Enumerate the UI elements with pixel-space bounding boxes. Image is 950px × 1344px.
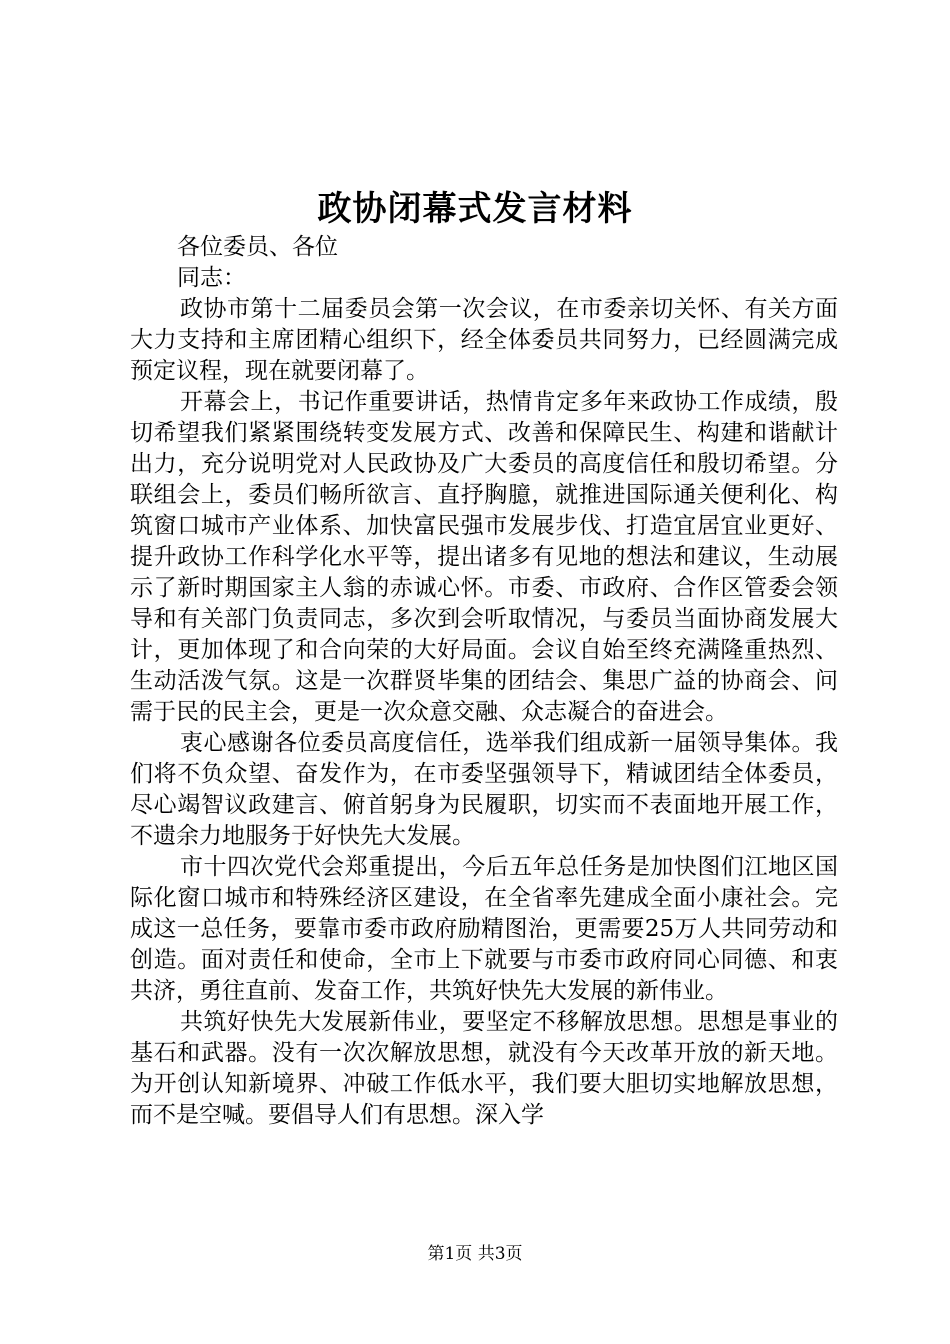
page-number-footer: 第1页 共3页 <box>427 1244 523 1264</box>
paragraph-emancipate-mind: 共筑好快先大发展新伟业，要坚定不移解放思想。思想是事业的基石和武器。没有一次次解放思想，就没有今天改革开放的新天地。为开创认知新境界、冲破工作低水平，我们要大胆切实地解放思想，而不是空喊。要倡导人们有思想。深入学 <box>130 1009 838 1128</box>
salutation-line-1: 各位委员、各位 <box>177 234 338 260</box>
paragraph-opening-session: 开幕会上，书记作重要讲话，热情肯定多年来政协工作成绩，殷切希望我们紧紧围绕转变发展方式、改善和保障民生、构建和谐献计出力，充分说明党对人民政协及广大委员的高度信任和殷切希望。分联组会上，委员们畅所欲言、直抒胸臆，就推进国际通关便利化、构筑窗口城市产业体系、加快富民强市发展步伐、打造宜居宜业更好、提升政协工作科学化水平等，提出诸多有见地的想法和建议，生动展示了新时期国家主人翁的赤诚心怀。市委、市政府、合作区管委会领导和有关部门负责同志，多次到会听取情况，与委员当面协商发展大计，更加体现了和合向荣的大好局面。会议自始至终充满隆重热烈、生动活泼气氛。这是一次群贤毕集的团结会、集思广益的协商会、问需于民的民主会，更是一次众意交融、众志凝合的奋进会。 <box>130 389 838 725</box>
document-body <box>130 232 838 1131</box>
salutation-line-2: 同志： <box>177 265 246 291</box>
paragraph-thanks: 衷心感谢各位委员高度信任，选举我们组成新一届领导集体。我们将不负众望、奋发作为，在市委坚强领导下，精诚团结全体委员，尽心竭智议政建言、俯首躬身为民履职，切实而不表面地开展工作，不遗余力地服务于好快先大发展。 <box>130 730 838 849</box>
document-title: 政协闭幕式发言材料 <box>317 189 633 229</box>
paragraph-party-congress: 市十四次党代会郑重提出，今后五年总任务是加快图们江地区国际化窗口城市和特殊经济区建设，在全省率先建成全面小康社会。完成这一总任务，要靠市委市政府励精图治，更需要25万人共同劳动和创造。面对责任和使命，全市上下就要与市委市政府同心同德、和衷共济，勇往直前、发奋工作，共筑好快先大发展的新伟业。 <box>130 854 838 1004</box>
paragraph-meeting-closing: 政协市第十二届委员会第一次会议，在市委亲切关怀、有关方面大力支持和主席团精心组织下，经全体委员共同努力，已经圆满完成预定议程，现在就要闭幕了。 <box>130 296 838 384</box>
